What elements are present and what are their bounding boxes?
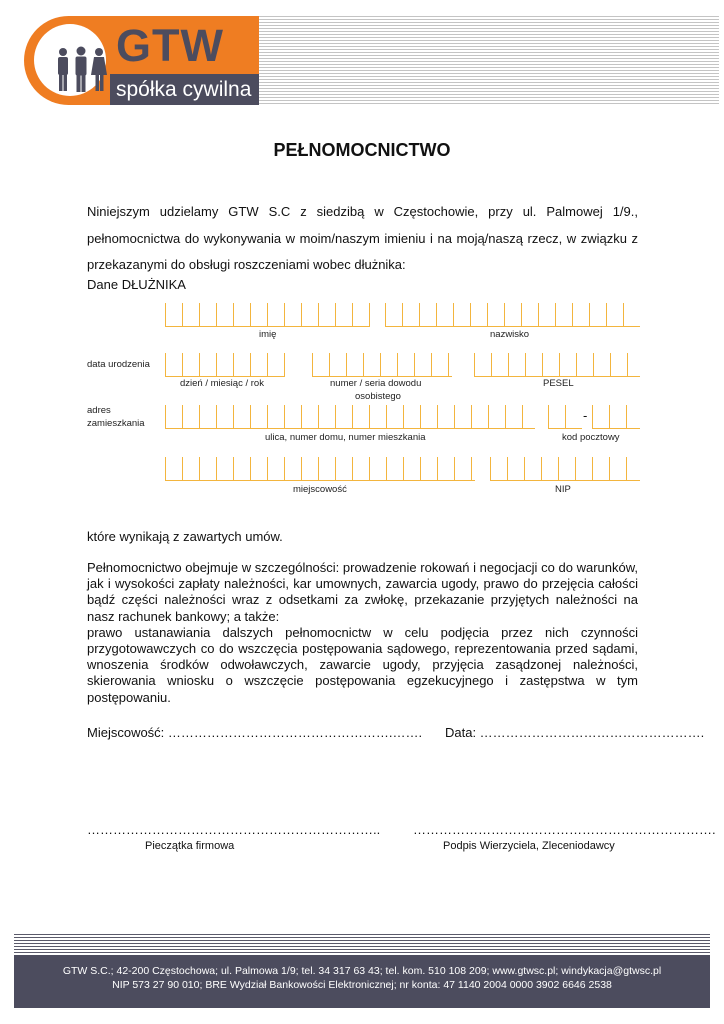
scope-paragraph: Pełnomocnictwo obejmuje w szczególności: prowadzenie rokowań i negocjacji co do warunków, jak i wysokości zapłaty należności, kar umownych, zawarcia ugody, prawo do przejęcia całości bądź części należności wraz z odsetkami za zwłokę, przekazanie przyjętych należności na nasz rachunek bankowy; a także: [87,560,638,624]
id-number-label: numer / seria dowodu [330,378,422,389]
first-name-boxes[interactable] [165,303,370,327]
birth-date-row-label: data urodzenia [87,359,150,370]
id-number-boxes[interactable] [312,353,452,377]
city-boxes[interactable] [165,457,475,481]
logo-subtitle: spółka cywilna [110,74,259,105]
footer [14,955,710,1008]
stamp-caption: Pieczątka firmowa [145,840,235,852]
debtor-heading: Dane DŁUŻNIKA [87,277,186,292]
id-number-label-2: osobistego [355,391,401,402]
pesel-label: PESEL [543,378,574,389]
street-label: ulica, numer domu, numer mieszkania [265,432,426,443]
scope-paragraph-2: prawo ustanawiania dalszych pełnomocnictw w celu podjęcia przez nich czynności przygotowawczych co do wszczęcia postępowania sądowego, reprezentowania przed sądami, wnoszenia środków odwoławczych, zawarcie ugody, przyjęcia zasądzonej należności, skierowania wniosku o wszczęcie postępowania egzekucyjnego i zastępstwa w tym postępowaniu. [87,624,638,705]
people-icon [54,46,108,92]
footer-stripes [14,934,710,954]
signer-line: ……………………………………………………………. [413,822,716,837]
postal-code-label: kod pocztowy [562,432,620,443]
place-field[interactable]: Miejscowość: …………………………………………….……. [87,725,423,740]
signer-caption: Podpis Wierzyciela, Zleceniodawcy [443,840,615,852]
birth-date-boxes[interactable] [165,353,285,377]
first-name-label: imię [259,329,277,340]
company-logo [24,16,259,105]
postal-prefix-boxes[interactable] [548,405,582,429]
nip-label: NIP [555,484,571,495]
nip-boxes[interactable] [490,457,640,481]
address-row-label-2: zamieszkania [87,418,145,429]
postal-suffix-boxes[interactable] [592,405,640,429]
document-title: PEŁNOMOCNICTWO [273,140,451,160]
pesel-boxes[interactable] [474,353,640,377]
street-boxes[interactable] [165,405,535,429]
last-name-label: nazwisko [490,329,530,340]
footer-line-1: GTW S.C.; 42-200 Częstochowa; ul. Palmowa 1/9; tel. 34 317 63 43; tel. kom. 510 108 209; www.gtwsc.pl; windykacja@gtwsc.pl [62,965,662,977]
date-field[interactable]: Data: ……………………………………………. [445,725,705,740]
logo-emblem [34,24,106,96]
after-form-text: które wynikają z zawartych umów. [87,529,283,544]
logo-name: GTW [116,20,224,71]
postal-dash: - [583,408,588,423]
scope-block [87,560,638,706]
header-hatch-pattern [259,16,719,105]
footer-line-2: NIP 573 27 90 010; BRE Wydział Bankowości Elektronicznej; nr konta: 47 1140 2004 0000 3902 6646 2538 [112,979,612,991]
birth-date-label: dzień / miesiąc / rok [180,378,264,389]
last-name-boxes[interactable] [385,303,640,327]
stamp-line: ………………………………………………………….. [87,822,381,837]
address-row-label: adres [87,405,111,416]
intro-paragraph: Niniejszym udzielamy GTW S.C z siedzibą w Częstochowie, przy ul. Palmowej 1/9., pełnomocnictwa do wykonywania w moim/naszym imieniu i na moją/naszą rzecz, w związku z przekazanymi do obsługi roszczeniami wobec dłużnika: [87,204,638,272]
city-label: miejscowość [293,484,347,495]
